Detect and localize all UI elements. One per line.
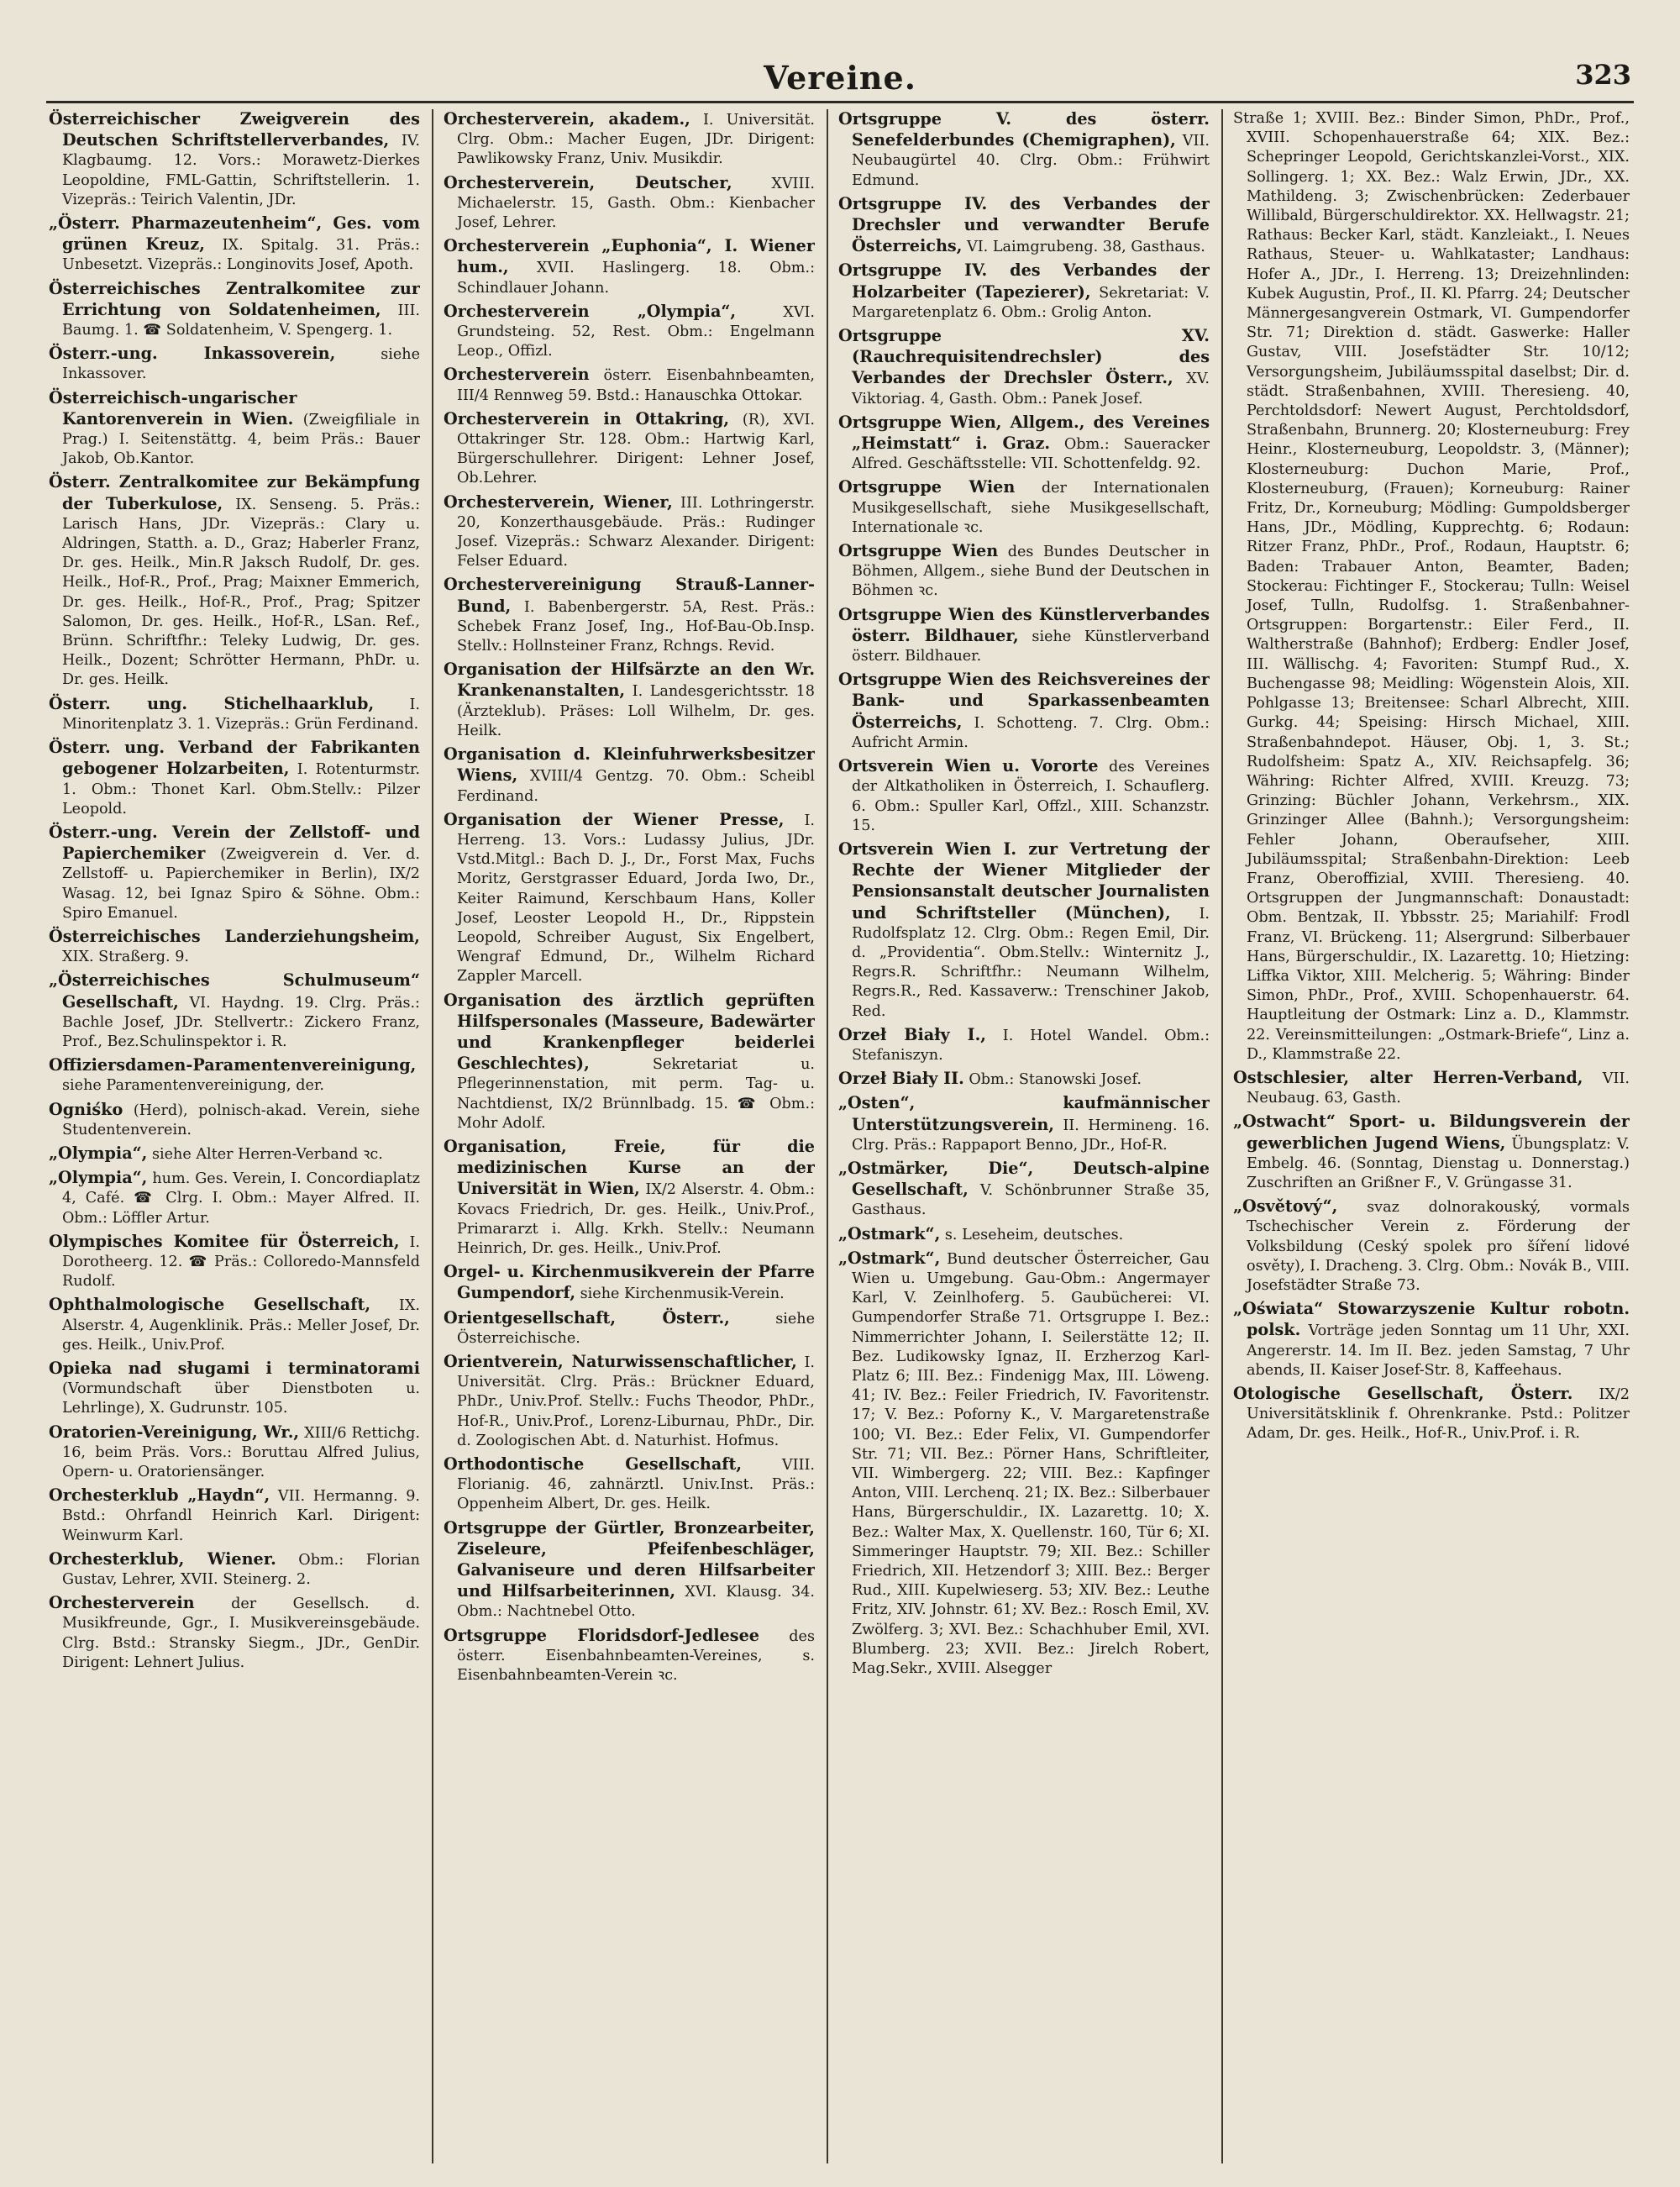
entry-heading: „Ostmark“, [838,1248,941,1268]
directory-entry [49,279,420,341]
directory-entry [444,660,815,741]
directory-entry [49,1549,420,1590]
entry-heading: Ortsgruppe Wien, Allgem., des Vereines „Heimstatt“ i. Graz. [838,412,1210,454]
entry-details: des Bundes Deutscher in Böhmen, Allgem., siehe Bund der Deutschen in Böhmen ꝛc. [852,544,1210,600]
entry-heading: Ortsgruppe IV. des Verbandes der Holzarbeiter (Tapezierer), [838,260,1210,302]
entry-heading: „Olympia“, [49,1168,148,1188]
entry-details: I. Landesgerichtsstr. 18 (Ärzteklub). Präses: Loll Wilhelm, Dr. ges. Heilk. [457,683,815,739]
entry-heading: „Oświata“ Stowarzyszenie Kultur robotn. polsk. [1233,1299,1630,1340]
entry-details: (R), XVI. Ottakringer Str. 128. Obm.: Hartwig Karl, Bürgerschullehrer. Dirigent: Lehner Josef, Ob.Lehrer. [457,411,815,487]
column-4 [1233,109,1630,2168]
directory-entry [49,388,420,470]
directory-entry [444,575,815,656]
entry-details: III. Baumg. 1. ☎ Soldatenheim, V. Spengerg. 1. [62,302,420,339]
entry-details: siehe Künstlerverband österr. Bildhauer. [852,628,1210,665]
entry-details: I. Universität. Clrg. Obm.: Macher Eugen, JDr. Dirigent: Pawlikowsky Franz, Univ. Musikdir. [457,112,815,168]
directory-entry [444,1308,815,1348]
directory-entry [444,810,815,987]
entry-heading: Österr.-ung. Verein der Zellstoff- und Papierchemiker [49,822,420,864]
column-divider [432,109,433,2163]
entry-details: Obm.: Florian Gustav, Lehrer, XVII. Steinerg. 2. [62,1551,420,1589]
entry-heading: Organisation des ärztlich geprüften Hilfspersonales (Masseure, Badewärter und Krankenpfleger beiderlei Geschlechtes), [444,990,815,1074]
directory-entry [444,1454,815,1515]
entry-details: des österr. Eisenbahnbeamten-Vereines, s. Eisenbahnbeamten-Verein ꝛc. [457,1627,815,1685]
directory-entry [49,1422,420,1483]
entry-details: XV. Viktoriag. 4, Gasth. Obm.: Panek Josef. [852,371,1210,407]
entry-details: IX. Alserstr. 4, Augenklinik. Präs.: Meller Josef, Dr. ges. Heilk., Univ.Prof. [62,1297,420,1354]
entry-details: der Internationalen Musikgesellschaft, siehe Musikgesellschaft, Internationale ꝛc. [852,480,1210,536]
directory-entry [49,472,420,690]
column-divider [1221,109,1223,2163]
directory-entry [49,1055,420,1096]
directory-entry [838,477,1210,538]
entry-heading: Olympisches Komitee für Österreich, [49,1231,400,1251]
directory-entry [1233,1299,1630,1380]
entry-heading: Orthodontische Gesellschaft, [444,1454,743,1474]
directory-entry [838,1249,1210,1679]
entry-heading: Österreichisch-ungarischer Kantorenverein in Wien. [49,387,297,428]
entry-heading: Orchesterverein „Euphonia“, I. Wiener hum., [444,236,815,277]
entry-heading: „Olympia“, [49,1143,148,1163]
directory-entry [838,326,1210,409]
entry-heading: Orchesterverein [444,365,590,385]
entry-details: (Zweigverein d. Ver. d. Zellstoff- u. Papierchemiker in Berlin), IX/2 Wasag. 12, bei Ignaz Spiro & Söhne. Obm.: Spiro Emanuel. [62,846,420,922]
directory-entry [1233,1196,1630,1296]
entry-details: XVIII/4 Gentzg. 70. Obm.: Scheibl Ferdinand. [457,768,815,805]
entry-heading: Orientgesellschaft, Österr., [444,1307,730,1327]
directory-entry [444,1518,815,1622]
entry-heading: „Ostmark“, [838,1223,941,1243]
entry-details: VII. Hermanng. 9. Bstd.: Ohrfandl Heinrich Karl. Dirigent: Weinwurm Karl. [62,1488,420,1544]
directory-entry [49,1143,420,1164]
entry-details: siehe Österreichische. [457,1310,815,1347]
entry-details: siehe Kirchenmusik-Verein. [580,1285,785,1303]
entry-details: svaz dolnorakouský, vormals Tschechischer Verein z. Förderung der Volksbildung (Ceský spolek pro šíření lidové osvěty), I. Dracheng. 3. Clrg. Obm.: Novák B., VIII. Josefstädter Straße 73. [1247,1199,1630,1294]
entry-heading: „Osten“, kaufmännischer Unterstützungsverein, [838,1093,1210,1134]
entry-heading: Österreichisches Landerziehungsheim, [49,926,420,946]
directory-entry [444,365,815,405]
entry-heading: Österreichischer Zweigverein des Deutschen Schriftstellerverbandes, [49,109,420,150]
entry-details: Sekretariat u. Pflegerinnenstation, mit perm. Tag- u. Nachtdienst, IX/2 Brünnlbadg. 15. ☎ Obm.: Mohr Adolf. [457,1056,815,1132]
entry-details: XIII/6 Rettichg. 16, beim Präs. Vors.: Boruttau Alfred Julius, Opern- u. Oratoriensänger. [62,1424,420,1480]
directory-entry [444,1626,815,1686]
entry-heading: Otologische Gesellschaft, Österr. [1233,1384,1573,1403]
directory-entry [838,839,1210,1022]
entry-details: XVII. Haslingerg. 18. Obm.: Schindlauer Johann. [457,260,815,297]
directory-entry [838,1025,1210,1065]
entry-details: V. Schönbrunner Straße 35, Gasthaus. [852,1182,1210,1219]
directory-entry [49,1232,420,1292]
entry-details: österr. Eisenbahnbeamten, III/4 Rennweg 59. Bstd.: Hanauschka Ottokar. [457,367,815,404]
entry-heading: Orientverein, Naturwissenschaftlicher, [444,1351,797,1371]
entry-details: (Herd), polnisch-akad. Verein, siehe Studentenverein. [62,1101,420,1138]
header-rule [46,101,1634,103]
entry-heading: Oratorien-Vereinigung, Wr., [49,1422,300,1442]
entry-details: IX/2 Alserstr. 4. Obm.: Kovacs Friedrich, Dr. ges. Heilk., Univ.Prof., Primararzt i. Allg. Krkh. Stellv.: Neumann Heinrich, Dr. ges. Heilk., Univ.Prof. [457,1181,815,1257]
entry-details: Bund deutscher Österreicher, Gau Wien u. Umgebung. Gau-Obm.: Angermayer Karl, V. Zeinlhoferg. 5. Gaubücherei: VI. Gumpendorfer Straße 71. Ortsgruppe I. Bez.: Nimmerrichter Johann, I. Seilerstätte 12; II. Bez. Ludikowsky Ignaz, II. Erzherzog Karl-Platz 6; III. Bez.: Findenigg Max, III. Löweng. 41; IV. Bez.: Feiler Friedrich, IV. Favoritenstr. 17; V. Bez.: Poforny K., V. Margaretenstraße 100; VI. Bez.: Eder Felix, VI. Gumpendorfer Str. 71; VII. Bez.: Pörner Hans, Schriftleiter, VII. Wimbergerg. 22; VIII. Bez.: Kapfinger Anton, VIII. Lerchenq. 21; IX. Bez.: Silberbauer Hans, Bürgerschuldir., IX. Lazarettg. 10; X. Bez.: Walter Max, X. Quellenstr. 160, Tür 6; XI. Simmeringer Hauptstr. 79; XII. Bez.: Schiller Friedrich, XII. Hetzendorf 3; XIII. Bez.: Berger Rud., XIII. Kupelwieserg. 53; XIV. Bez.: Leuthe Fritz, XIV. Johnstr. 61; XV. Bez.: Rosch Emil, XV. Zwölferg. 3; XVI. Bez.: Schachhuber Emil, XVI. Blumberg. 23; XVII. Bez.: Jirelch Robert, Mag.Sekr., XVIII. Alsegger [852,1250,1210,1678]
directory-entry [838,194,1210,258]
entry-heading: Organisation der Wiener Presse, [444,809,785,829]
directory-entry [49,823,420,923]
entry-details: Obm.: Saueracker Alfred. Geschäftsstelle: VII. Schottenfeldg. 92. [852,436,1210,473]
entry-details: Vorträge jeden Sonntag um 11 Uhr, XXI. Angererstr. 14. Im II. Bez. jeden Samstag, 7 Uhr abends, II. Kaiser Josef-Str. 8, Kaffeehaus. [1247,1322,1630,1379]
directory-entry [444,1352,815,1451]
entry-heading: Österr. ung. Verband der Fabrikanten gebogener Holzarbeiten, [49,738,420,779]
entry-details: Übungsplatz: V. Embelg. 46. (Sonntag, Dienstag u. Donnerstag.) Zuschriften an Grißner F., V. Grüngasse 31. [1247,1135,1630,1191]
directory-entry [49,694,420,734]
directory-entry [1233,109,1630,1065]
directory-entry [49,738,420,819]
directory-entry [444,1137,815,1259]
entry-heading: Orchesterklub, Wiener. [49,1548,276,1569]
entry-heading: Orchesterverein, akadem., [444,109,690,129]
directory-entry [1233,1384,1630,1444]
directory-entry [49,344,420,384]
entry-details: IX/2 Universitätsklinik f. Ohrenkranke. Pstd.: Politzer Adam, Dr. ges. Heilk., Hof-R., Univ.Prof. i. R. [1247,1386,1630,1443]
directory-entry [49,1295,420,1355]
entry-heading: Ortsgruppe IV. des Verbandes der Drechsler und verwandter Berufe Österreichs, [838,193,1210,256]
entry-details: hum. Ges. Verein, I. Concordiaplatz 4, Café. ☎ Clrg. I. Obm.: Mayer Alfred. II. Obm.: Löffler Artur. [62,1170,420,1227]
entry-heading: Orchesterverein in Ottakring, [444,408,730,428]
entry-details: siehe Paramentenvereinigung, der. [62,1077,324,1095]
entry-details: des Vereines der Altkatholiken in Österreich, I. Schauflerg. 6. Obm.: Spuller Karl, Offzl., XIII. Schanzstr. 15. [852,759,1210,834]
entry-heading: Orzeł Biały I., [838,1024,986,1044]
directory-entry [838,670,1210,753]
entry-heading: Orchesterverein, Deutscher, [444,172,732,192]
entry-details: I. Dorotheerg. 12. ☎ Präs.: Colloredo-Mannsfeld Rudolf. [62,1233,420,1291]
entry-details: IX. Senseng. 5. Präs.: Larisch Hans, JDr. Vizepräs.: Clary u. Aldringen, Statth. a. D., Graz; Haberler Franz, Dr. ges. Heilk., Min.R Jaksch Rudolf, Dr. ges. Heilk., Hof-R., Prof., Prag; Maixner Emmerich, Dr. ges. Heilk., Hof-R., Prof., Prag; Spitzer Salomon, Dr. ges. Heilk., Hof-R., LSan. Ref., Brünn. Schriftfhr.: Teleky Ludwig, Dr. ges. Heilk., Dozent; Schrötter Hermann, PhDr. u. Dr. ges. Heilk. [62,496,420,689]
column-1 [49,109,420,2168]
directory-entry [1233,1112,1630,1193]
entry-details: Sekretariat: V. Margaretenplatz 6. Obm.: Grolig Anton. [852,284,1210,321]
directory-entry [49,1593,420,1673]
directory-entry [49,970,420,1052]
entry-details: I. Herreng. 13. Vors.: Ludassy Julius, JDr. Vstd.Mitgl.: Bach D. J., Dr., Forst Max, Fuchs Moritz, Gerstgrasser Eduard, Jorda Iwo, Dr., Keiter Raimund, Kerschbaum Hans, Koller Josef, Leoster Leopold H., Dr., Rippstein Leopold, Schreiber August, Six Engelbert, Wengraf Edmund, Dr., Wilhelm Richard Zappler Marcell. [457,812,815,986]
entry-details: VIII. Florianig. 46, zahnärztl. Univ.Inst. Präs.: Oppenheim Albert, Dr. ges. Heilk. [457,1457,815,1513]
entry-details: s. Leseheim, deutsches. [944,1226,1124,1243]
entry-details: XIX. Straßerg. 9. [62,949,190,966]
entry-heading: Ogniśko [49,1099,123,1119]
directory-entry [444,109,815,170]
entry-heading: „Ostwacht“ Sport- u. Bildungsverein der gewerblichen Jugend Wiens, [1233,1112,1630,1153]
column-divider [827,109,828,2163]
directory-entry [444,1262,815,1304]
directory-entry [1233,1068,1630,1108]
entry-heading: „Ostmärker, Die“, Deutsch-alpine Gesellschaft, [838,1158,1210,1200]
entry-heading: Ortsgruppe XV. (Rauchrequisitendrechsler) des Verbandes der Drechsler Österr., [838,326,1210,388]
directory-entry [838,1069,1210,1090]
entry-heading: Orchesterverein [49,1593,195,1613]
directory-entry [444,744,815,807]
page-title: Vereine. [764,59,916,97]
entry-details: I. Hotel Wandel. Obm.: Stefaniszyn. [852,1027,1210,1064]
entry-heading: Österr. Zentralkomitee zur Bekämpfung der Tuberkulose, [49,472,420,513]
directory-entry [49,1485,420,1546]
directory-entry [838,109,1210,191]
entry-details: I. Rudolfsplatz 12. Clrg. Obm.: Regen Emil, Dir. d. „Providentia“. Obm.Stellv.: Winternitz J., Regrs.R. Schriftfhr.: Neumann Wilhelm, Regrs.R., Red. Kassaverw.: Trenschiner Jakob, Red. [852,905,1210,1020]
entry-details: IX. Spitalg. 31. Präs.: Unbesetzt. Vizepräs.: Longinovits Josef, Apoth. [62,237,420,274]
directory-entry [838,605,1210,667]
entry-heading: Offiziersdamen-Paramentenvereinigung, [49,1055,417,1075]
entry-heading: Ortsverein Wien u. Vororte [838,756,1099,776]
entry-heading: Orchesterverein „Olympia“, [444,301,737,321]
directory-entry [49,927,420,967]
entry-details: I. Babenbergerstr. 5A, Rest. Präs.: Schebek Franz Josef, Ing., Hof-Bau-Ob.Insp. Stellv.: Hollnsteiner Franz, Rchngs. Revid. [457,598,815,655]
entry-heading: Ortsgruppe V. des österr. Senefelderbundes (Chemigraphen), [838,109,1210,150]
entry-details: Straße 1; XVIII. Bez.: Binder Simon, PhDr., Prof., XVIII. Schopenhauerstraße 64; XIX. Bez.: Schepringer Leopold, Gerichtskanzlei-Vorst., XIX. Sollingerg. 1; XX. Bez.: Walz Erwin, JDr., XX. Mathildeng. 3; Zwischenbrücken: Zederbauer Willibald, Bürgerschuldirektor. XX. Hellwagstr. 21; Rathaus: Becker Karl, städt. Kanzleiakt., I. Neues Rathaus, Steuer- u. Wahlkataster; Landhaus: Hofer A., JDr., I. Herreng. 13; Dreizehnlinden: Kubek Augustin, Prof., II. Kl. Pfarrg. 24; Deutscher Männergesangverein Ostmark, VI. Gumpendorfer Str. 71; Direktion d. städt. Gaswerke: Haller Gustav, VIII. Josefstädter Str. 10/12; Versorgungsheim, Jubiläumsspital daselbst; Dir. d. städt. Straßenbahnen, XVIII. Theresieng. 40, Perchtoldsdorf: Newert August, Perchtoldsdorf, Straßenbahn, Brunnerg. 20; Klosterneuburg: Frey Heinr., Klosterneuburg, Leopoldstr. 3, (Männer); Klosterneuburg: Duchon Marie, Prof., Klosterneuburg, (Frauen); Korneuburg: Rainer Fritz, Dr., Korneuburg; Mödling: Gumpoldsberger Hans, JDr., Mödling, Kupprechtg. 6; Rodaun: Ritzer Franz, PhDr., Prof., Rodaun, Hauptstr. 6; Baden: Trabauer Anton, Beamter, Baden; Stockerau: Fichtinger F., Stockerau; Tulln: Weisel Josef, Tulln, Rudolfsg. 1. Straßenbahner-Ortsgruppen: Borgartenstr.: Eiler Ferd., II. Waltherstraße (Bahnhof); Erdberg: Endler Josef, III. Wällischg. 4; Favoriten: Stumpf Rud., X. Buchengasse 98; Meidling: Wögenstein Alois, XII. Pohlgasse 13; Breitensee: Scharl Albrecht, XIII. Gurkg. 44; Speising: Hirsch Michael, XIII. Straßenbahndepot. Häuser, Obj. 1, 3. St.; Rudolfsheim: Spatz A., XIV. Reichsapfelg. 36; Währing: Richter Alfred, XVIII. Kreuzg. 73; Grinzing: Büchler Johann, Verkehrsm., XIX. Grinzinger Allee (Bahnh.); Versorgungsheim: Fehler Johann, Oberaufseher, XIII. Jubiläumsspital; Straßenbahn-Direktion: Leeb Franz, Oberoffizial, XVIII. Theresieng. 40. Ortsgruppen der Jungmannschaft: Donaustadt: Obm. Bentzak, II. Ybbsstr. 25; Mariahilf: Frodl Franz, VI. Brückeng. 11; Alsergrund: Silberbauer Hans, Bürgerschuldir., IX. Lazarettg. 10; Hietzing: Liffka Viktor, XIII. Melcherig. 5; Währing: Binder Simon, PhDr., Prof., XVIII. Schopenhauerstr. 64. Hauptleitung der Ostmark: Linz a. D., Klammstr. 22. Vereinsmitteilungen: „Ostmark-Briefe“, Linz a. D., Klammstraße 22. [1233,110,1630,1063]
directory-entry [838,541,1210,602]
entry-heading: „Österreichisches Schulmuseum“ Gesellschaft, [49,970,420,1012]
directory-entry [49,1100,420,1140]
directory-entry [444,173,815,234]
entry-details: II. Hermineng. 16. Clrg. Präs.: Rappaport Benno, JDr., Hof-R. [852,1117,1210,1154]
entry-heading: Orchesterklub „Haydn“, [49,1485,270,1506]
directory-entry [838,1093,1210,1155]
directory-entry [838,756,1210,836]
directory-entry [444,991,815,1133]
directory-entry [444,409,815,489]
entry-heading: Österreichisches Zentralkomitee zur Errichtung von Soldatenheimen, [49,278,420,319]
directory-entry [444,302,815,362]
entry-details: VII. Neubaugürtel 40. Clrg. Obm.: Frühwirt Edmund. [852,133,1210,189]
entry-details: der Gesellsch. d. Musikfreunde, Ggr., I. Musikvereinsgebäude. Clrg. Bstd.: Stransky Siegm., JDr., GenDir. Dirigent: Lehnert Julius. [62,1596,420,1671]
directory-entry [444,492,815,572]
entry-heading: Organisation d. Kleinfuhrwerksbesitzer Wiens, [444,744,815,786]
entry-heading: Ortsverein Wien I. zur Vertretung der Rechte der Wiener Mitglieder der Pensionsanstalt deutscher Journalisten und Schriftsteller (München), [838,839,1210,923]
entry-heading: „Osvětový“, [1233,1196,1338,1217]
column-3 [838,109,1210,2168]
directory-entry [49,1168,420,1228]
entry-details: I. Schotteng. 7. Clrg. Obm.: Aufricht Armin. [852,714,1210,751]
entry-details: VII. Neubaug. 63, Gasth. [1247,1070,1630,1107]
entry-heading: Ortsgruppe Floridsdorf-Jedlesee [444,1625,759,1645]
entry-heading: Ophthalmologische Gesellschaft, [49,1295,370,1315]
entry-heading: Organisation, Freie, für die medizinischen Kurse an der Universität in Wien, [444,1136,815,1199]
entry-heading: Orzeł Biały II. [838,1069,964,1089]
entry-heading: Orgel- u. Kirchenmusikverein der Pfarre Gumpendorf, [444,1262,815,1303]
directory-entry [49,1359,420,1419]
entry-heading: „Österr. Pharmazeutenheim“, Ges. vom grünen Kreuz, [49,213,420,255]
entry-heading: Österr. ung. Stichelhaarklub, [49,693,375,713]
entry-heading: Organisation der Hilfsärzte an den Wr. Krankenanstalten, [444,660,815,701]
entry-heading: Ortsgruppe Wien des Künstlerverbandes österr. Bildhauer, [838,604,1210,645]
directory-entry [838,413,1210,475]
entry-heading: Orchestervereinigung Strauß-Lanner-Bund, [444,575,815,616]
entry-details: IV. Klagbaumg. 12. Vors.: Morawetz-Dierkes Leopoldine, FML-Gattin, Schriftstellerin. 1. Vizepräs.: Teirich Valentin, JDr. [62,133,420,208]
entry-heading: Opieka nad sługami i terminatorami [49,1358,420,1378]
entry-details: siehe Alter Herren-Verband ꝛc. [151,1145,383,1163]
entry-heading: Ortsgruppe Wien des Reichsvereines der Bank- und Sparkassenbeamten Österreichs, [838,670,1210,732]
entry-details: XVI. Grundsteing. 52, Rest. Obm.: Engelmann Leop., Offizl. [457,303,815,360]
entry-heading: Ortsgruppe Wien [838,541,999,561]
entry-heading: Ostschlesier, alter Herren-Verband, [1233,1067,1583,1087]
entry-heading: Ortsgruppe Wien [838,477,1016,497]
entry-details: Obm.: Stanowski Josef. [969,1071,1142,1089]
entry-details: VI. Haydng. 19. Clrg. Präs.: Bachle Josef, JDr. Stellvertr.: Zickero Franz, Prof., Bez.Schulinspektor i. R. [62,994,420,1050]
entry-details: siehe Inkassover. [62,346,420,383]
directory-entry [838,1224,1210,1245]
directory-entry [838,260,1210,323]
entry-details: I. Universität. Clrg. Präs.: Brückner Eduard, PhDr., Univ.Prof. Stellv.: Fuchs Theodor, PhDr., Hof-R., Univ.Prof., Lorenz-Liburnau, PhDr., Dir. d. Zoologischen Abt. d. Naturhist. Hofmus. [457,1354,815,1449]
entry-details: I. Rotenturmstr. 1. Obm.: Thonet Karl. Obm.Stellv.: Pilzer Leopold. [62,761,420,817]
entry-heading: Orchesterverein, Wiener, [444,492,673,512]
entry-heading: Österr.-ung. Inkassoverein, [49,344,336,364]
entry-details: (Vormundschaft über Dienstboten u. Lehrlinge), X. Gudrunstr. 105. [62,1380,420,1417]
page-number: 323 [1575,59,1631,91]
entry-details: XVIII. Michaelerstr. 15, Gasth. Obm.: Kienbacher Josef, Lehrer. [457,175,815,232]
entry-details: III. Lothringerstr. 20, Konzerthausgebäude. Präs.: Rudinger Josef. Vizepräs.: Schwarz Alexander. Dirigent: Felser Eduard. [457,494,815,570]
directory-entry [838,1159,1210,1221]
directory-entry [49,109,420,210]
entry-details: I. Minoritenplatz 3. 1. Vizepräs.: Grün Ferdinand. [62,696,420,733]
entry-details: VI. Laimgrubeng. 38, Gasthaus. [967,239,1205,256]
entry-details: XVI. Klausg. 34. Obm.: Nachtnebel Otto. [457,1584,815,1621]
column-2 [444,109,815,2168]
directory-entry [444,236,815,298]
entry-details: (Zweigfiliale in Prag.) I. Seitenstättg. 4, beim Präs.: Bauer Jakob, Ob.Kantor. [62,411,420,468]
directory-entry [49,213,420,276]
entry-heading: Ortsgruppe der Gürtler, Bronzearbeiter, Ziseleure, Pfeifenbeschläger, Galvaniseure und deren Hilfsarbeiter und Hilfsarbeiterinnen, [444,1517,815,1601]
